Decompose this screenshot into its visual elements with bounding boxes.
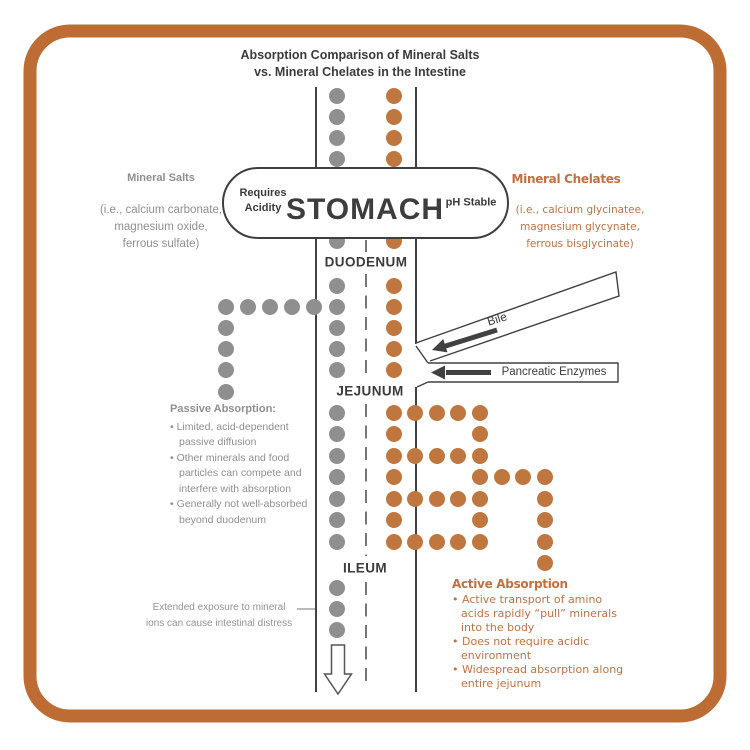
orange-mineral-dot xyxy=(494,469,510,485)
stomach-right-note: pH Stable xyxy=(445,196,497,209)
exit-arrow xyxy=(325,645,352,694)
orange-mineral-dot xyxy=(450,405,466,421)
chelates-example-line: ferrous bisglycinate) xyxy=(526,238,634,250)
intestinal-distress-note xyxy=(134,600,304,632)
orange-mineral-dot xyxy=(450,491,466,507)
gray-mineral-dot xyxy=(218,362,234,378)
orange-mineral-dot xyxy=(386,448,402,464)
orange-mineral-dot xyxy=(386,469,402,485)
orange-mineral-dot xyxy=(386,130,402,146)
orange-mineral-dot xyxy=(386,512,402,528)
orange-mineral-dot xyxy=(407,491,423,507)
footnote-line: Extended exposure to mineral xyxy=(152,602,286,613)
salts-example-line: ferrous sulfate) xyxy=(122,238,200,250)
orange-mineral-dot xyxy=(472,405,488,421)
gray-mineral-dot xyxy=(329,534,345,550)
gray-mineral-dot xyxy=(329,601,345,617)
gray-mineral-dot xyxy=(329,362,345,378)
gray-mineral-dot xyxy=(329,341,345,357)
passive-bullet: • Generally not well-absorbed beyond duodenum xyxy=(170,497,322,528)
orange-mineral-dot xyxy=(537,534,553,550)
acidity-line: Acidity xyxy=(244,202,282,214)
orange-mineral-dot xyxy=(386,299,402,315)
orange-mineral-dot xyxy=(429,405,445,421)
gray-mineral-dot xyxy=(262,299,278,315)
salts-example-line: (i.e., calcium carbonate, xyxy=(99,204,223,216)
gray-mineral-dot xyxy=(329,622,345,638)
orange-mineral-dot xyxy=(472,426,488,442)
gray-mineral-dot xyxy=(329,151,345,167)
pancreatic-enzymes-label: Pancreatic Enzymes xyxy=(501,366,607,378)
gray-mineral-dot xyxy=(306,299,322,315)
mineral-chelates-heading: Mineral Chelates xyxy=(511,172,621,186)
orange-mineral-dot xyxy=(429,491,445,507)
gray-mineral-dot xyxy=(329,320,345,336)
mineral-chelates-examples xyxy=(516,202,645,253)
orange-mineral-dot xyxy=(386,362,402,378)
diagram-title-line2: vs. Mineral Chelates in the Intestine xyxy=(254,65,466,79)
orange-mineral-dot xyxy=(472,534,488,550)
chelates-example-line: magnesium glycynate, xyxy=(520,221,640,233)
orange-mineral-dot xyxy=(450,534,466,550)
orange-mineral-dot xyxy=(386,278,402,294)
orange-mineral-dot xyxy=(386,320,402,336)
orange-mineral-dot xyxy=(537,512,553,528)
active-absorption-heading: Active Absorption xyxy=(452,577,568,591)
active-absorption-block xyxy=(452,577,632,691)
mineral-salts-heading: Mineral Salts xyxy=(127,172,195,184)
chelates-example-line: (i.e., calcium glycinatee, xyxy=(515,204,645,216)
footnote-line: ions can cause intestinal distress xyxy=(145,618,293,629)
gray-mineral-dot xyxy=(240,299,256,315)
orange-mineral-dot xyxy=(386,88,402,104)
orange-mineral-dot xyxy=(472,491,488,507)
bile-label: Bile xyxy=(485,309,509,329)
orange-mineral-dot xyxy=(407,534,423,550)
gray-mineral-dot xyxy=(329,299,345,315)
orange-mineral-dot xyxy=(537,469,553,485)
orange-mineral-dot xyxy=(429,534,445,550)
gray-mineral-dot xyxy=(218,299,234,315)
gray-mineral-dot xyxy=(218,341,234,357)
orange-mineral-dot xyxy=(386,534,402,550)
gray-mineral-dot xyxy=(329,405,345,421)
ileum-label: ILEUM xyxy=(343,560,387,576)
requires-line: Requires xyxy=(239,187,287,199)
gray-mineral-dot xyxy=(329,130,345,146)
gray-mineral-dot xyxy=(329,278,345,294)
active-absorption-list xyxy=(452,593,632,691)
gray-mineral-dot xyxy=(329,109,345,125)
mineral-salts-examples xyxy=(100,202,222,253)
orange-mineral-dot xyxy=(386,109,402,125)
gray-mineral-dot xyxy=(329,491,345,507)
orange-mineral-dot xyxy=(386,405,402,421)
duodenum-label: DUODENUM xyxy=(324,254,408,270)
orange-mineral-dot xyxy=(386,341,402,357)
orange-mineral-dot xyxy=(472,512,488,528)
passive-absorption-heading: Passive Absorption: xyxy=(170,403,276,415)
passive-absorption-list xyxy=(170,420,322,529)
salts-example-line: magnesium oxide, xyxy=(114,221,208,233)
orange-mineral-dot xyxy=(407,448,423,464)
active-bullet: • Does not require acidic environment xyxy=(452,635,632,663)
jejunum-label: JEJUNUM xyxy=(336,383,404,399)
orange-mineral-dot xyxy=(537,555,553,571)
stomach-left-note xyxy=(239,186,286,216)
gray-mineral-dot xyxy=(218,384,234,400)
orange-mineral-dot xyxy=(472,469,488,485)
passive-bullet: • Limited, acid-dependent passive diffusion xyxy=(170,420,322,451)
orange-mineral-dot xyxy=(472,448,488,464)
orange-mineral-dot xyxy=(386,426,402,442)
active-bullet: • Widespread absorption along entire jejunum xyxy=(452,663,632,691)
orange-mineral-dot xyxy=(515,469,531,485)
passive-bullet: • Other minerals and food particles can compete and interfere with absorption xyxy=(170,451,322,498)
stomach-label: STOMACH xyxy=(285,193,445,226)
gray-mineral-dot xyxy=(329,448,345,464)
gray-mineral-dot xyxy=(284,299,300,315)
diagram-title-line1: Absorption Comparison of Mineral Salts xyxy=(240,48,480,62)
orange-mineral-dot xyxy=(386,491,402,507)
gray-mineral-dot xyxy=(329,580,345,596)
gray-mineral-dot xyxy=(329,426,345,442)
orange-mineral-dot xyxy=(386,151,402,167)
orange-mineral-dot xyxy=(450,448,466,464)
gray-mineral-dot xyxy=(329,512,345,528)
orange-mineral-dot xyxy=(429,448,445,464)
passive-absorption-block xyxy=(170,402,322,528)
orange-mineral-dot xyxy=(537,491,553,507)
gray-mineral-dot xyxy=(329,469,345,485)
gray-mineral-dot xyxy=(329,88,345,104)
active-bullet: • Active transport of amino acids rapidly “pull” minerals into the body xyxy=(452,593,632,635)
orange-mineral-dot xyxy=(407,405,423,421)
gray-mineral-dot xyxy=(218,320,234,336)
